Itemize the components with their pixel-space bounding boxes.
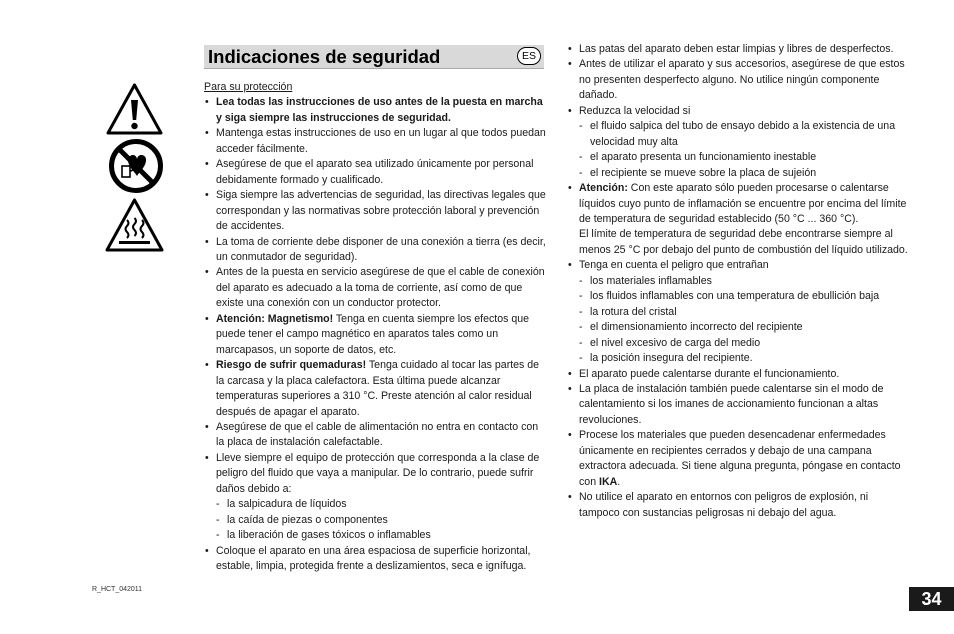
item-text: Procese los materiales que pueden desencadenar enfermedades únicamente en recipientes cerrados y debajo de una campana extractora adecuada. Si tiene alguna pregunta, póngase en contacto con [579, 429, 901, 488]
item-text: . [617, 475, 621, 488]
item-text: Asegúrese de que el cable de alimentación no entra en contacto con la placa de instalación calefactable. [216, 420, 539, 449]
safety-list [204, 95, 548, 574]
sublist-item: - la liberación de gases tóxicos o inflamables [216, 528, 548, 543]
bold-text: Riesgo de sufrir quemaduras! [216, 359, 367, 372]
list-item [204, 126, 548, 157]
item-text: La toma de corriente debe disponer de una conexión a tierra (es decir, un conmutador de seguridad). [216, 235, 546, 263]
paragraph: El límite de temperatura de seguridad debe encontrarse siempre al menos 25 °C por debajo del punto de combustión del líquido utilizado. [579, 228, 908, 256]
item-text: Tenga en cuenta el peligro que entrañan [579, 259, 769, 272]
list-item [567, 428, 911, 490]
brand-name: IKA [599, 475, 618, 488]
list-item: • Las patas del aparato deben estar limpias y libres de desperfectos. [567, 42, 911, 57]
sublist-item: - la posición insegura del recipiente. [579, 351, 911, 366]
list-item: • La placa de instalación también puede calentarse sin el modo de calentamiento si los imanes de accionamiento funcionan a altas revoluciones. [567, 382, 911, 428]
list-item [567, 181, 911, 258]
list-item [567, 258, 911, 366]
sublist-item: - los fluidos inflamables con una temperatura de ebullición baja [579, 289, 911, 304]
item-text: Lleve siempre el equipo de protección que corresponda a la clase de peligro del fluido que vaya a manipular. De lo contrario, puede sufrir daños debido a: [216, 451, 540, 495]
left-column [204, 80, 548, 575]
item-text: Coloque el aparato en una área espaciosa de superficie horizontal, estable, limpia, protegida frente a deslizamientos, seca e ignífuga. [216, 544, 531, 573]
item-text: Tenga en cuenta siempre los efectos que puede tener el campo magnético en aparatos tales como un marcapasos, un soporte de datos, etc. [216, 312, 530, 356]
list-item [204, 188, 548, 234]
list-item [204, 451, 548, 544]
item-text: Mantenga estas instrucciones de uso en un lugar al que todos puedan acceder fácilmente. [216, 127, 546, 155]
right-column [567, 42, 911, 521]
list-item [204, 544, 548, 575]
bold-text: Atención: [579, 182, 628, 195]
warning-triangle-icon [106, 83, 163, 135]
list-item: • El aparato puede calentarse durante el funcionamiento. [567, 367, 911, 382]
list-item: • No utilice el aparato en entornos con peligros de explosión, ni tampoco con sustancias peligrosas ni debajo del agua. [567, 490, 911, 521]
hot-surface-icon [105, 198, 164, 252]
subheading: Para su protección [204, 81, 293, 93]
list-item: • Antes de utilizar el aparato y sus accesorios, asegúrese de que estos no presenten desperfecto alguno. No utilice ningún componente dañado. [567, 57, 911, 103]
list-item [204, 312, 548, 358]
danger-sublist [579, 274, 911, 367]
list-item [204, 358, 548, 420]
page-title: Indicaciones de seguridad [208, 46, 441, 67]
sublist-item: - los materiales inflamables [579, 274, 911, 289]
list-item [567, 104, 911, 181]
sublist-item: - el fluido salpica del tubo de ensayo debido a la existencia de una velocidad muy alta [579, 119, 911, 150]
section-header [204, 45, 544, 69]
item-text: Tenga cuidado al tocar las partes de la carcasa y la placa calefactora. Esta última puede alcanzar temperaturas superiores a 310 °C. Preste atención al calor residual después de apagar el aparato. [216, 359, 540, 418]
safety-list [567, 42, 911, 521]
risk-sublist [216, 497, 548, 543]
list-item [204, 265, 548, 311]
bold-text: Atención: Magnetismo! [216, 312, 334, 325]
list-item [204, 420, 548, 451]
item-text: Asegúrese de que el aparato sea utilizado únicamente por personal debidamente formado y cualificado. [216, 158, 534, 186]
item-text: Siga siempre las advertencias de seguridad, las directivas legales que correspondan y las normativas sobre protección laboral y prevención de accidentes. [216, 189, 546, 233]
page-number: 34 [909, 587, 954, 611]
bold-text: Lea todas las instrucciones de uso antes de la puesta en marcha y siga siempre las instrucciones de seguridad. [216, 96, 543, 124]
list-item [204, 157, 548, 188]
sublist-item: - la rotura del cristal [579, 305, 911, 320]
sublist-item: - el nivel excesivo de carga del medio [579, 336, 911, 351]
no-pacemaker-icon [108, 138, 164, 194]
item-text: Reduzca la velocidad si [579, 104, 691, 117]
speed-sublist [579, 119, 911, 181]
language-badge: ES [517, 47, 541, 65]
document-code: R_HCT_042011 [92, 586, 143, 593]
sublist-item: - la caída de piezas o componentes [216, 513, 548, 528]
item-text: Antes de la puesta en servicio asegúrese de que el cable de conexión del aparato es adecuado a la toma de corriente, así como de que existe una conexión con un conductor protector. [216, 266, 545, 310]
sublist-item: - el dimensionamiento incorrecto del recipiente [579, 320, 911, 335]
sublist-item: - la salpicadura de líquidos [216, 497, 548, 512]
sublist-item: - el recipiente se mueve sobre la placa de sujeión [579, 166, 911, 181]
list-item [204, 235, 548, 266]
item-text: Con este aparato sólo pueden procesarse o calentarse líquidos cuyo punto de inflamación se encuentre por encima del límite de temperatura de seguridad establecido (50 °C ... 360 °C). [579, 182, 907, 225]
sublist-item: - el aparato presenta un funcionamiento inestable [579, 150, 911, 165]
list-item [204, 95, 548, 126]
